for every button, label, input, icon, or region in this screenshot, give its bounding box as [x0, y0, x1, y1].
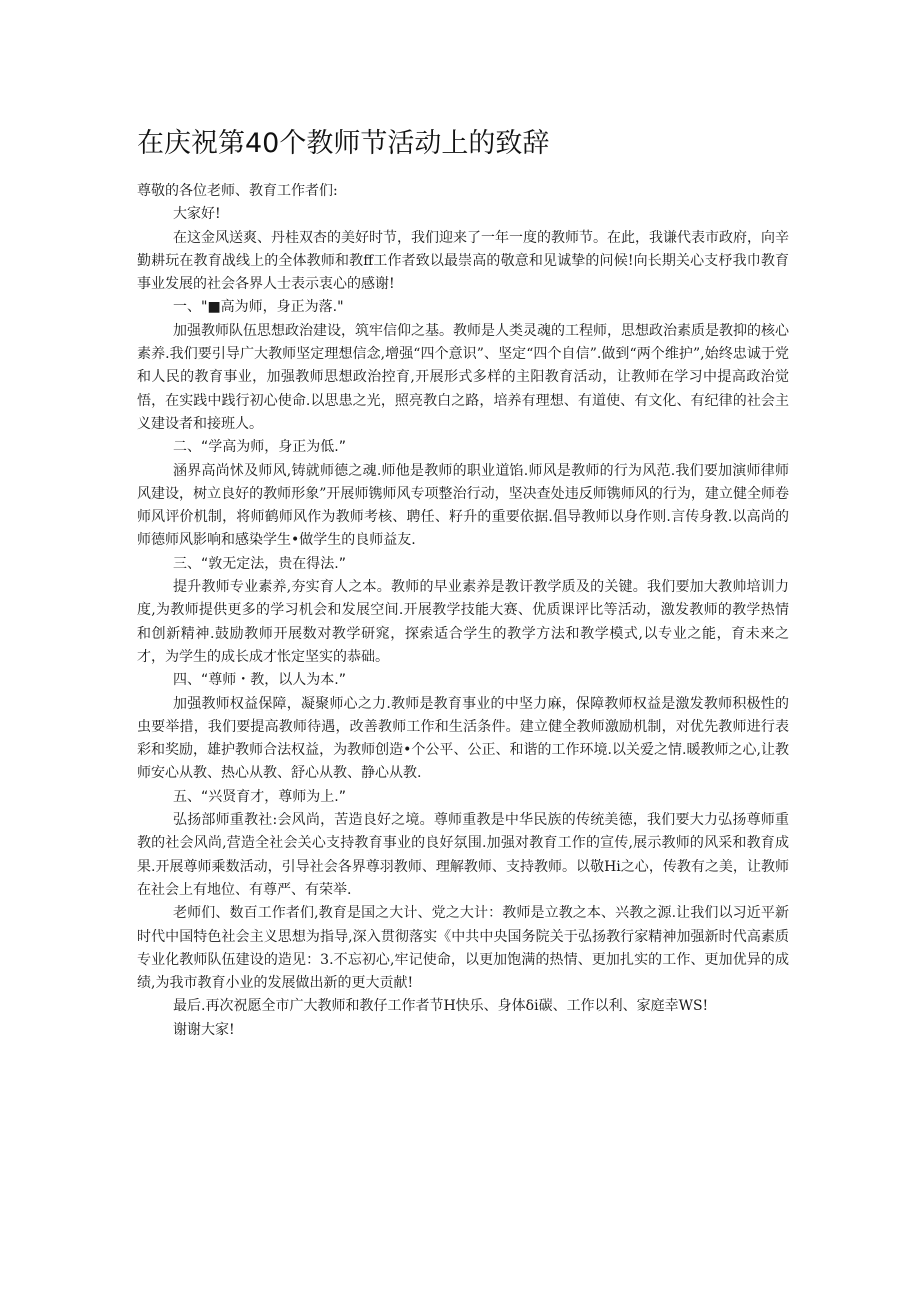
- section-body-5: 弘扬部师重教社:会风尚，苦造良好之境。尊师重教是中华民族的传统美德，我们要大力弘扬尊师重教的社会风尚,营造全社会关心支持教育事业的良好氛围.加强对教育工作的宣传,展示教师的风采和教育成果.开展尊师乘数活动，引导社会各界尊羽教师、理解教师、支持教师。以敬Hi之心，传教有之美，让教师在社会上有地位、有尊严、有荣举.: [137, 812, 789, 898]
- intro-paragraph: 在这金风送爽、丹桂双杏的美好时节，我们迎来了一年一度的教师节。在此，我谦代表市政府，向辛勤耕玩在教育战线上的全体教师和教ff工作者致以最崇高的敬意和见诚挚的问候!向长期关心支杼我巾教育事业发展的社会各界人士表示衷心的感谢!: [137, 229, 789, 293]
- section-heading-3: 三、“敦无定法，贵在得法.”: [173, 555, 346, 572]
- section-body-4: 加强教师权益保障，凝聚师心之力.教师是教育事业的中坚力麻，保障教师权益是激发教师积极性的虫要举措，我们要提高教师待遇，改善教师工作和生活条件。建立健全教师激励机制，对优先教师进行表彩和奖励，雄护教师合法权益，为教师创造•个公平、公正、和谐的工作环境.以关爱之情.暖教师之心,让教师安心从教、热心从教、舒心从教、静心从教.: [137, 695, 789, 782]
- thanks: 谢谢大家!: [173, 1021, 235, 1038]
- section-heading-5: 五、“兴贤育才，尊师为上.”: [173, 788, 346, 805]
- section-body-3: 提升教师专业素养,夯实育人之本。教师的早业素养是教讦教学质及的关键。我们要加大教帅培训力度,为教师提供更多的学习机会和发展空间.开展教学技能大赛、优质课评比等活动，激发教师的教学热情和创新精神.鼓励教师开展数对教学研窕，探索适合学生的教学方法和教学模式,以专业之能，育未来之才，为学生的成长成才怅定坚实的恭础。: [137, 579, 789, 665]
- closing-paragraph: 老师们、数百工作者们,教育是国之大计、党之大计：教师是立教之本、兴教之源.让我们以习近平新时代中国特色社会主义思想为指导,深入贯彻落实《中共中央国务院关于弘扬教行家精神加强新时代高素质专业化教师队伍建设的造见：3.不忘初心,牢记使命，以更加饱满的热情、更加扎实的工作、更加优异的成绩,为我市教育小业的发展做出新的更大贡献!: [137, 905, 789, 992]
- section-body-2: 涵界高尚怵及师风,铸就师德之魂.师他是教师的职业道馅.师风是教师的行为风范.我们要加演师律师风建设，树立良好的教师形象”开展师镌师风专项整治行动，坚决查处违反师镌师风的行为，建立健全师卷师风评价机制，将师鹤师风作为教师考核、聘任、籽升的重要依据.倡导教师以身作则.言传身教.以高尚的师德师风影响和感染学生•做学生的良师益友.: [137, 462, 789, 549]
- section-body-1: 加强教师队伍思想政治建设，筑牢信仰之基。教师是人类灵魂的工程师，思想政治素质是教抑的核心素养.我们要引导广大教师坚定理想信念,增强“四个意识”、坚定“四个自信”.做到“两个维护”,始终忠诚于党和人民的教育事业，加强教师思想政治控育,开展形式多样的主阳教育活动，让教师在学习中提高政治觉悟，在实践中践行初心使命.以思患之光，照亮教白之路，培养有理想、有道使、有文化、有纪律的社会主义建设者和接班人。: [137, 322, 789, 432]
- document-body: [137, 180, 789, 1042]
- section-heading-4: 四、“尊师・教，以人为本.”: [173, 672, 346, 689]
- section-heading-1: 一、"■高为师，身正为落.": [173, 299, 344, 316]
- page-title: 在庆祝第40个教师节活动上的致辞: [137, 128, 550, 159]
- salutation: 尊敬的各位老师、教育工作者们:: [137, 183, 338, 199]
- greeting: 大家好!: [173, 206, 221, 223]
- section-heading-2: 二、“学高为师，身正为低.”: [173, 439, 346, 456]
- final-wishes: 最后.再次祝愿全市广大教师和教仔工作者节H快乐、身体δi碳、工作以利、家庭幸WS!: [173, 998, 709, 1015]
